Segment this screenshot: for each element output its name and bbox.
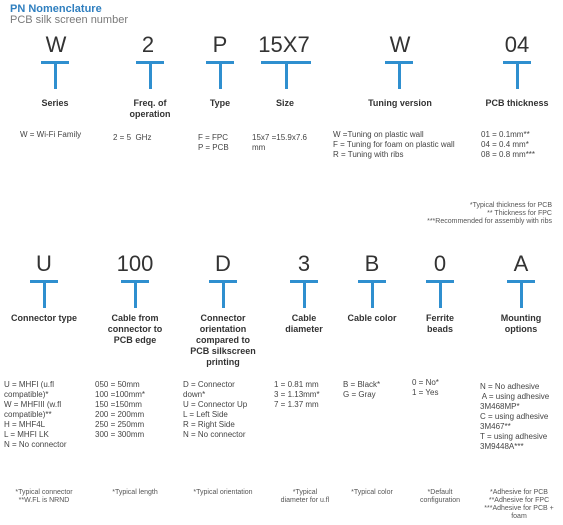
orientation-desc: D = Connector down* U = Connector Up L = Left Side R = Right Side N = No connector	[183, 380, 248, 439]
tee-marker	[385, 61, 413, 89]
diameter-code: 3	[297, 251, 311, 276]
tee-marker	[503, 61, 531, 89]
color-code: B	[364, 251, 380, 276]
tee-marker	[209, 280, 237, 308]
tee-marker	[358, 280, 386, 308]
freq-code: 2	[141, 32, 155, 57]
page-subtitle: PCB silk screen number	[10, 14, 128, 26]
color-label: Cable color	[347, 313, 397, 323]
thickness-notes: *Typical thickness for PCB ** Thickness for FPC ***Recommended for assembly with ribs	[427, 202, 552, 225]
tee-marker	[426, 280, 454, 308]
size-desc: 15x7 =15.9x7.6 mm	[252, 133, 307, 152]
tee-marker	[206, 61, 234, 89]
ferrite-label: Ferrite beads	[425, 313, 454, 334]
orientation-label: Connector orientation compared to PCB silkscreen printing	[190, 313, 256, 367]
tee-marker	[261, 61, 311, 89]
tee-marker	[136, 61, 164, 89]
connector-type-code: U	[36, 251, 52, 276]
ferrite-foot: *Default configuration	[419, 489, 461, 504]
color-desc: B = Black* G = Gray	[343, 380, 381, 399]
type-code: P	[212, 32, 228, 57]
tuning-desc: W =Tuning on plastic wall F = Tuning for foam on plastic wall R = Tuning with ribs	[333, 130, 455, 159]
cable-length-label: Cable from connector to PCB edge	[107, 313, 163, 345]
size-label: Size	[275, 98, 294, 108]
thickness-label: PCB thickness	[485, 98, 549, 108]
tee-marker	[30, 280, 58, 308]
tee-marker	[290, 280, 318, 308]
color-foot: *Typical color	[351, 489, 393, 496]
freq-desc: 2 = 5 GHz	[113, 133, 152, 142]
tee-marker	[41, 61, 69, 89]
cable-length-foot: *Typical length	[112, 489, 158, 496]
tee-marker	[507, 280, 535, 308]
connector-type-label: Connector type	[10, 313, 77, 323]
type-desc: F = FPC P = PCB	[198, 133, 229, 152]
freq-label: Freq. of operation	[129, 98, 171, 119]
tuning-label: Tuning version	[368, 98, 432, 108]
mounting-label: Mounting options	[500, 313, 542, 334]
tee-marker	[121, 280, 149, 308]
connector-type-desc: U = MHFI (u.fl compatible)* W = MHFIII (w.fl compatible)** H = MHF4L L = MHFI LK N = No connector	[4, 380, 67, 449]
series-desc: W = Wi-Fi Family	[20, 130, 82, 139]
series-label: Series	[41, 98, 69, 108]
thickness-desc: 01 = 0.1mm** 04 = 0.4 mm* 08 = 0.8 mm***	[481, 130, 536, 159]
series-code: W	[45, 32, 67, 57]
connector-type-foot: *Typical connector **W.FL is NRND	[15, 489, 73, 504]
tuning-code: W	[389, 32, 411, 57]
diameter-desc: 1 = 0.81 mm 3 = 1.13mm* 7 = 1.37 mm	[274, 380, 320, 409]
thickness-code: 04	[504, 32, 530, 57]
cable-length-code: 100	[116, 251, 154, 276]
diameter-label: Cable diameter	[285, 313, 323, 334]
cable-length-desc: 050 = 50mm 100 =100mm* 150 =150mm 200 = 200mm 250 = 250mm 300 = 300mm	[95, 380, 146, 439]
diameter-foot: *Typical diameter for u.fl	[280, 489, 330, 504]
page-title: PN Nomenclature	[10, 3, 102, 15]
mounting-code: A	[513, 251, 529, 276]
size-code: 15X7	[258, 32, 310, 57]
mounting-desc: N = No adhesive A = using adhesive 3M468MP* C = using adhesive 3M467** T = using adhesive 3M9448A***	[480, 382, 550, 451]
orientation-foot: *Typical orientation	[193, 489, 253, 496]
type-label: Type	[209, 98, 231, 108]
ferrite-desc: 0 = No* 1 = Yes	[412, 378, 439, 397]
ferrite-code: 0	[433, 251, 447, 276]
mounting-foot: *Adhesive for PCB **Adhesive for FPC ***Adhesive for PCB + foam	[484, 489, 554, 520]
orientation-code: D	[215, 251, 231, 276]
